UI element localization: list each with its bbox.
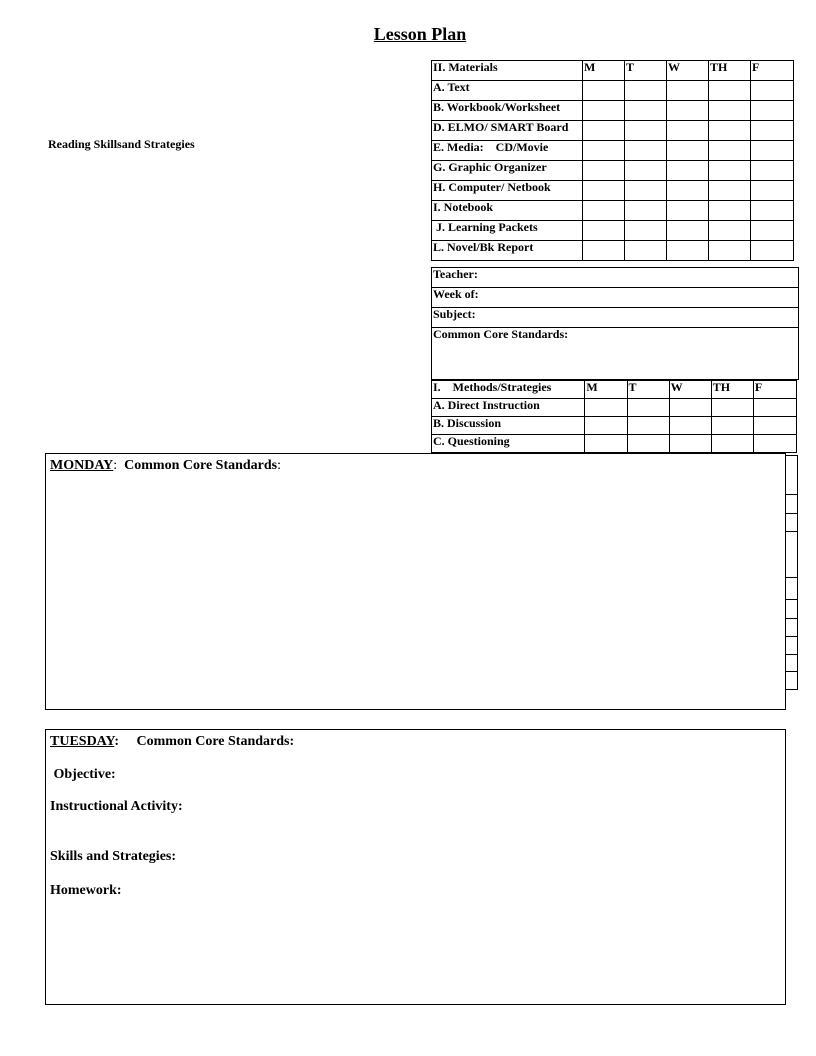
page-title: Lesson Plan (373, 24, 467, 44)
materials-row-label: I. Notebook (432, 201, 583, 221)
table-row (432, 417, 797, 435)
monday-standards-label: Common Core Standards (117, 458, 278, 473)
materials-row-label: D. ELMO/ SMART Board (432, 121, 583, 141)
table-row (432, 399, 797, 417)
tuesday-day-label: TUESDAY (50, 734, 115, 749)
checkbox-cell[interactable] (667, 141, 709, 161)
checkbox-cell[interactable] (709, 141, 751, 161)
info-table (431, 267, 799, 380)
checkbox-cell[interactable] (709, 201, 751, 221)
checkbox-cell[interactable] (627, 399, 669, 417)
checkbox-cell[interactable] (625, 101, 667, 121)
materials-row-label: G. Graphic Organizer (432, 161, 583, 181)
checkbox-cell[interactable] (585, 417, 627, 435)
checkbox-cell[interactable] (753, 417, 796, 435)
table-row (432, 141, 794, 161)
materials-header-cell: T (625, 61, 667, 81)
week-of-field[interactable]: Week of: (432, 288, 799, 308)
checkbox-cell[interactable] (751, 181, 794, 201)
checkbox-cell[interactable] (753, 399, 796, 417)
monday-heading (50, 458, 281, 474)
materials-row-label: A. Text (432, 81, 583, 101)
checkbox-cell[interactable] (669, 435, 711, 453)
monday-day-label: MONDAY (50, 458, 114, 473)
methods-table (431, 380, 797, 453)
materials-row-label: L. Novel/Bk Report (432, 241, 583, 261)
checkbox-cell[interactable] (583, 81, 625, 101)
table-row (432, 288, 799, 308)
materials-row-label: B. Workbook/Worksheet (432, 101, 583, 121)
materials-row-label: E. Media: CD/Movie (432, 141, 583, 161)
checkbox-cell[interactable] (709, 221, 751, 241)
tuesday-objective-label: Objective: (50, 767, 116, 782)
methods-header-cell: T (627, 381, 669, 399)
materials-header-row (432, 61, 794, 81)
checkbox-cell[interactable] (709, 161, 751, 181)
methods-header-row (432, 381, 797, 399)
checkbox-cell[interactable] (583, 201, 625, 221)
materials-row-label: J. Learning Packets (432, 221, 583, 241)
table-row (432, 181, 794, 201)
checkbox-cell[interactable] (711, 417, 753, 435)
checkbox-cell[interactable] (585, 435, 627, 453)
methods-header-cell: W (669, 381, 711, 399)
checkbox-cell[interactable] (667, 181, 709, 201)
methods-header-cell: M (585, 381, 627, 399)
table-row (432, 241, 794, 261)
checkbox-cell[interactable] (585, 399, 627, 417)
table-row (432, 101, 794, 121)
tuesday-activity-label: Instructional Activity: (50, 799, 183, 814)
tuesday-skills-label: Skills and Strategies: (50, 849, 177, 864)
checkbox-cell[interactable] (625, 121, 667, 141)
checkbox-cell[interactable] (625, 181, 667, 201)
checkbox-cell[interactable] (711, 435, 753, 453)
checkbox-cell[interactable] (667, 241, 709, 261)
methods-row-label: A. Direct Instruction (432, 399, 585, 417)
checkbox-cell[interactable] (583, 181, 625, 201)
checkbox-cell[interactable] (751, 241, 794, 261)
table-row (432, 308, 799, 328)
checkbox-cell[interactable] (709, 81, 751, 101)
checkbox-cell[interactable] (711, 399, 753, 417)
checkbox-cell[interactable] (751, 161, 794, 181)
materials-row-label: H. Computer/ Netbook (432, 181, 583, 201)
methods-header-cell: TH (711, 381, 753, 399)
checkbox-cell[interactable] (751, 221, 794, 241)
table-row (432, 268, 799, 288)
checkbox-cell[interactable] (751, 141, 794, 161)
checkbox-cell[interactable] (583, 161, 625, 181)
materials-header-cell: W (667, 61, 709, 81)
side-label: Reading Skillsand Strategies (48, 137, 195, 151)
monday-section[interactable] (45, 453, 786, 710)
methods-header-cell: F (753, 381, 796, 399)
checkbox-cell[interactable] (625, 161, 667, 181)
materials-header-cell: M (583, 61, 625, 81)
table-row (432, 161, 794, 181)
checkbox-cell[interactable] (625, 141, 667, 161)
table-row (432, 121, 794, 141)
checkbox-cell[interactable] (667, 121, 709, 141)
checkbox-cell[interactable] (627, 435, 669, 453)
checkbox-cell[interactable] (751, 81, 794, 101)
checkbox-cell[interactable] (709, 121, 751, 141)
methods-row-label: C. Questioning (432, 435, 585, 453)
checkbox-cell[interactable] (583, 121, 625, 141)
checkbox-cell[interactable] (669, 399, 711, 417)
checkbox-cell[interactable] (709, 241, 751, 261)
materials-header-cell: II. Materials (432, 61, 583, 81)
checkbox-cell[interactable] (751, 101, 794, 121)
checkbox-cell[interactable] (667, 161, 709, 181)
methods-row-label: B. Discussion (432, 417, 585, 435)
checkbox-cell[interactable] (583, 221, 625, 241)
table-row (432, 435, 797, 453)
checkbox-cell[interactable] (625, 221, 667, 241)
tuesday-homework-label: Homework: (50, 883, 122, 898)
materials-header-cell: F (751, 61, 794, 81)
monday-colon-2: : (277, 458, 282, 473)
tuesday-section[interactable] (45, 729, 786, 1005)
checkbox-cell[interactable] (751, 121, 794, 141)
monday-colon: : (113, 458, 118, 473)
checkbox-cell[interactable] (625, 201, 667, 221)
checkbox-cell[interactable] (583, 241, 625, 261)
teacher-field[interactable]: Teacher: (432, 268, 799, 288)
table-row (432, 328, 799, 380)
materials-table (431, 60, 794, 261)
table-row (432, 201, 794, 221)
subject-field[interactable]: Subject: (432, 308, 799, 328)
materials-header-cell: TH (709, 61, 751, 81)
checkbox-cell[interactable] (583, 101, 625, 121)
checkbox-cell[interactable] (625, 81, 667, 101)
checkbox-cell[interactable] (667, 81, 709, 101)
checkbox-cell[interactable] (709, 101, 751, 121)
common-core-standards-field[interactable]: Common Core Standards: (432, 328, 799, 380)
checkbox-cell[interactable] (667, 101, 709, 121)
checkbox-cell[interactable] (751, 201, 794, 221)
checkbox-cell[interactable] (625, 241, 667, 261)
table-row (432, 221, 794, 241)
checkbox-cell[interactable] (709, 181, 751, 201)
tuesday-standards-label: : Common Core Standards: (114, 734, 295, 749)
methods-header-cell: I. Methods/Strategies (432, 381, 585, 399)
checkbox-cell[interactable] (667, 201, 709, 221)
checkbox-cell[interactable] (753, 435, 796, 453)
checkbox-cell[interactable] (583, 141, 625, 161)
tuesday-heading (50, 734, 294, 750)
table-row (432, 81, 794, 101)
checkbox-cell[interactable] (667, 221, 709, 241)
checkbox-cell[interactable] (627, 417, 669, 435)
checkbox-cell[interactable] (669, 417, 711, 435)
